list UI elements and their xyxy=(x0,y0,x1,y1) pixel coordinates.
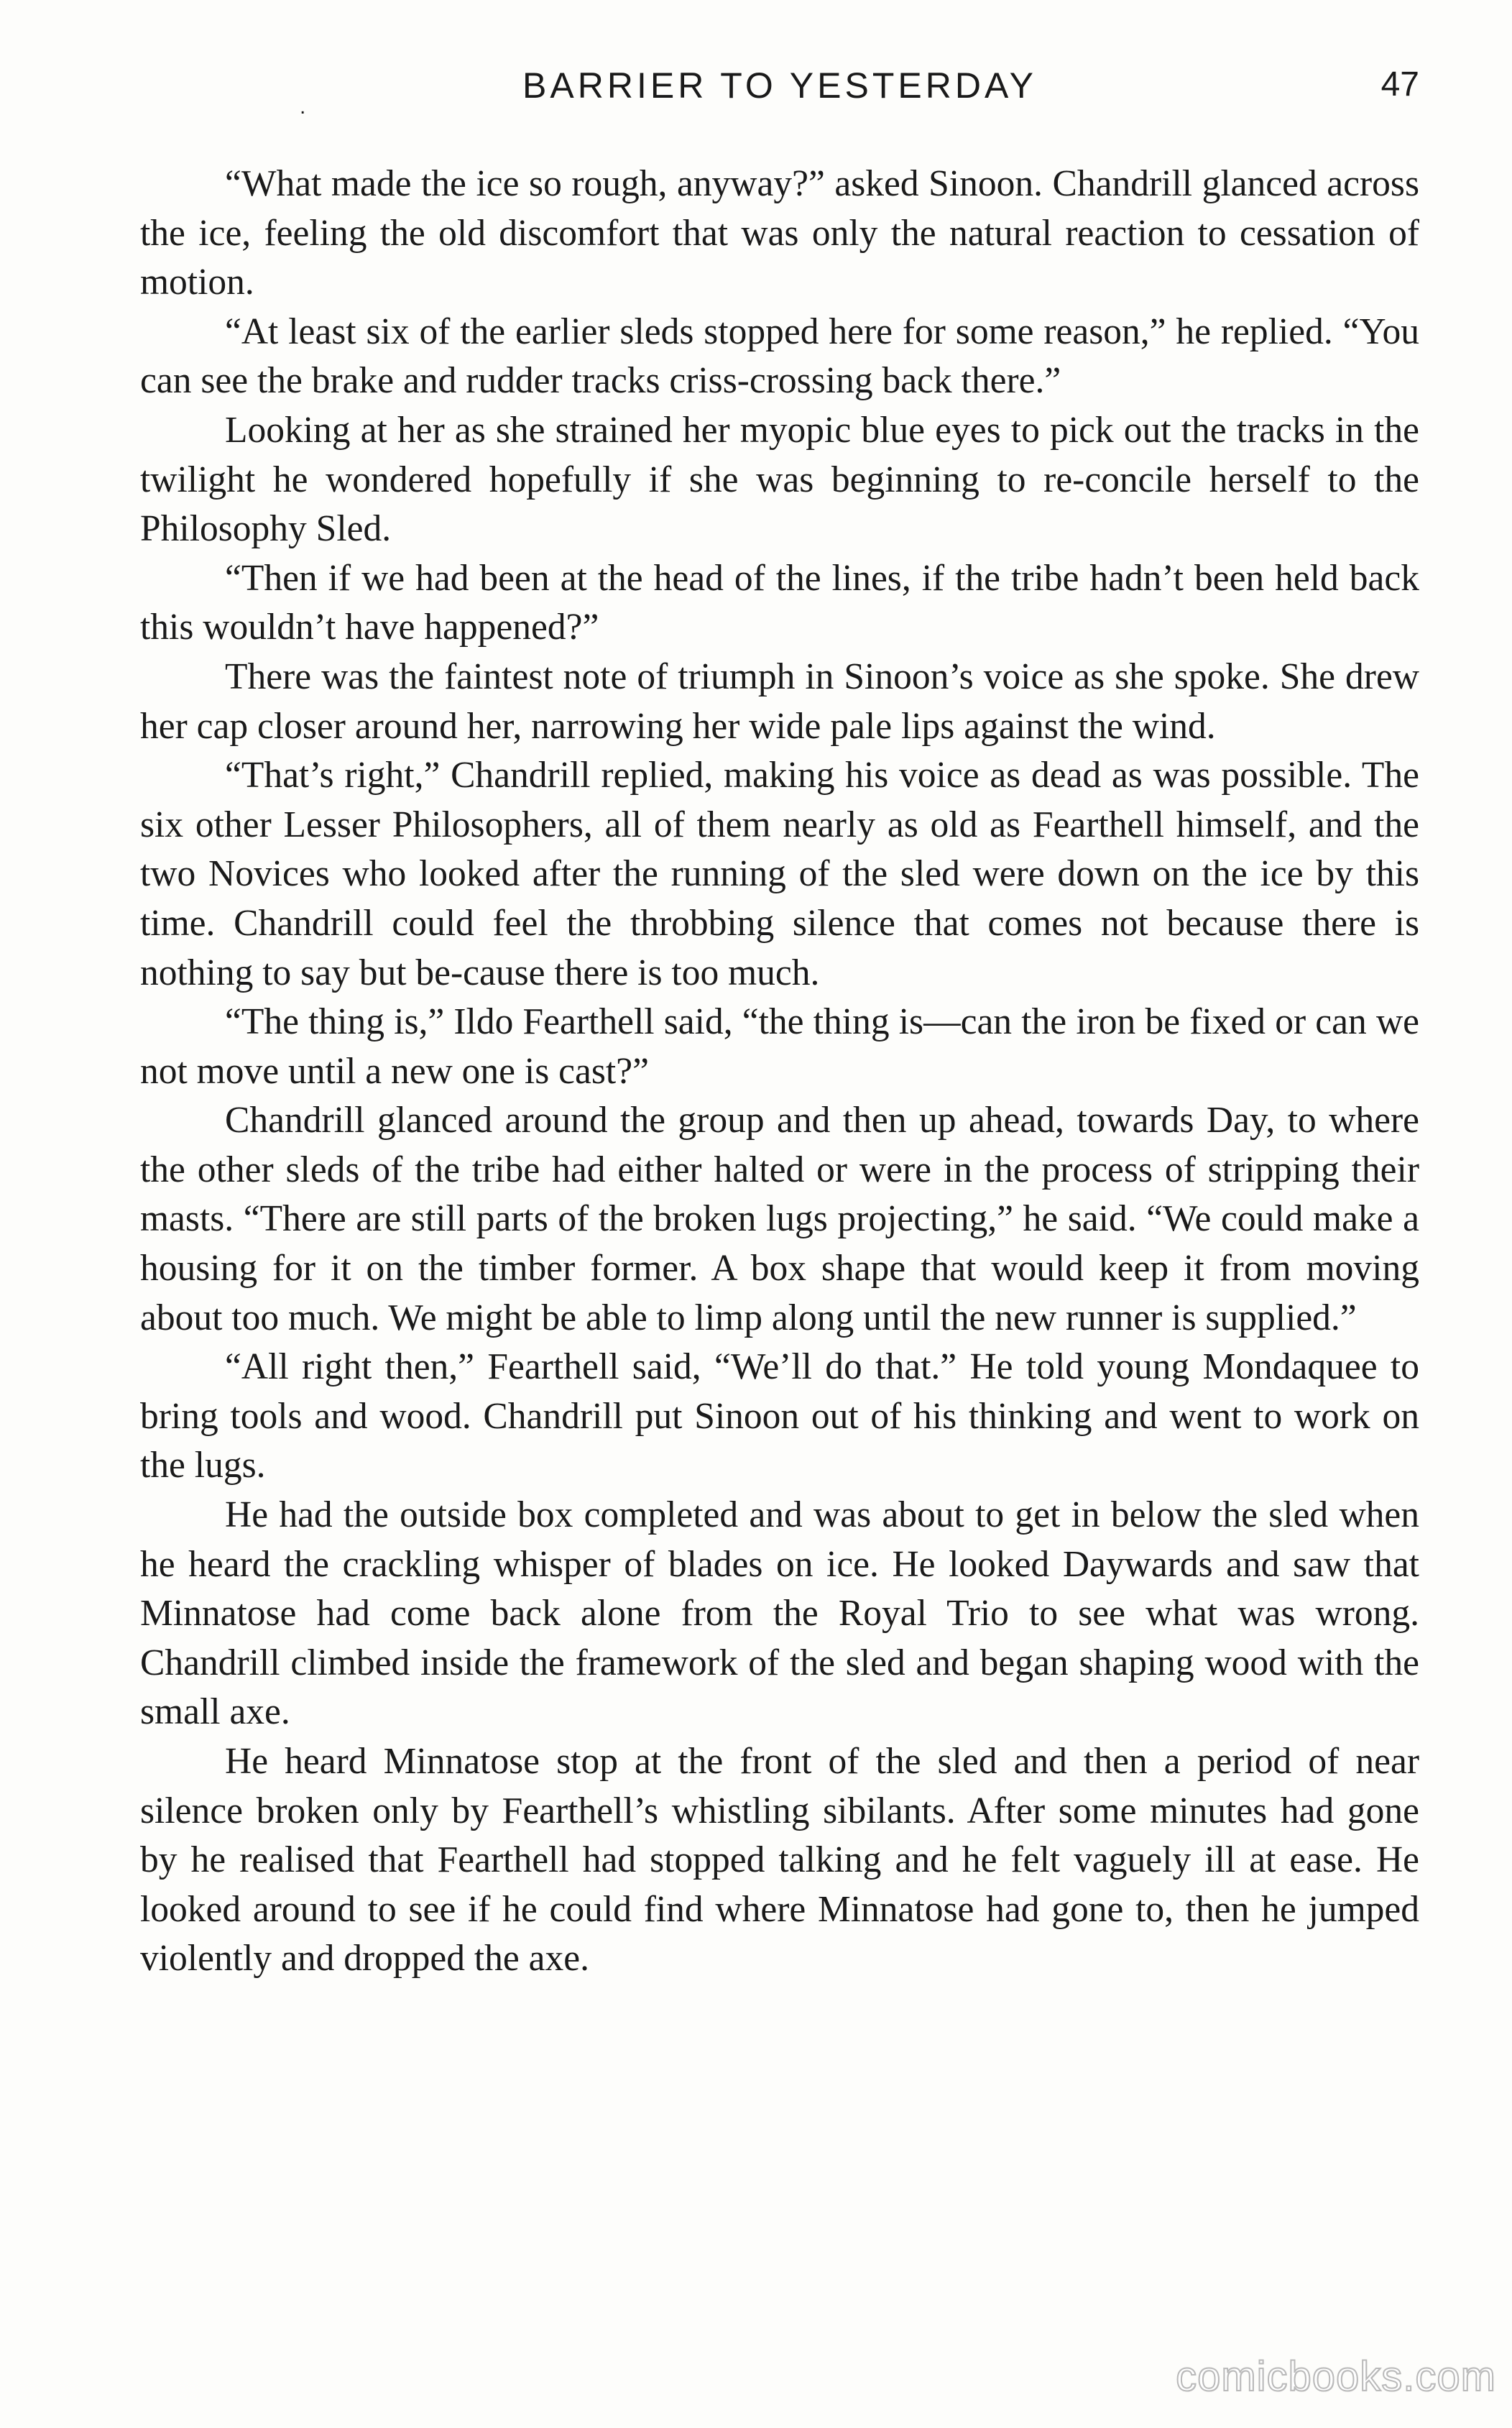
paragraph: “Then if we had been at the head of the lines, if the tribe hadn’t been held back this wouldn’t have happened?” xyxy=(140,557,1419,648)
paragraph: Chandrill glanced around the group and then up ahead, towards Day, to where the other sleds of the tribe had either halted or were in the process of stripping their masts. “There are still parts of the broken lugs projecting,” he said. “We could make a housing for it on the timber former. A box shape that would keep it from moving about too much. We might be able to limp along until the new runner is supplied.” xyxy=(140,1100,1419,1338)
paragraph: “What made the ice so rough, anyway?” asked Sinoon. Chandrill glanced across the ice, feeling the old discomfort that was only the natural reaction to cessation of motion. xyxy=(140,163,1419,303)
running-title: BARRIER TO YESTERDAY xyxy=(522,65,1037,106)
page-number: 47 xyxy=(1380,65,1419,104)
paragraph: He had the outside box completed and was about to get in below the sled when he heard the crackling whisper of blades on ice. He looked Daywards and saw that Minnatose had come back alone from the Royal Trio to see what was wrong. Chandrill climbed inside the framework of the sled and began shaping wood with the small axe. xyxy=(140,1494,1419,1733)
paragraph: “That’s right,” Chandrill replied, making his voice as dead as was possible. The six other Lesser Philosophers, all of them nearly as old as Fearthell himself, and the two Novices who looked after the running of the sled were down on the ice by this time. Chandrill could feel the throbbing silence that comes not because there is nothing to say but be-cause there is too much. xyxy=(140,755,1419,993)
paragraph: “The thing is,” Ildo Fearthell said, “the thing is—can the iron be fixed or can we not move until a new one is cast?” xyxy=(140,1001,1419,1092)
paragraph: There was the faintest note of triumph in Sinoon’s voice as she spoke. She drew her cap closer around her, narrowing her wide pale lips against the wind. xyxy=(140,656,1419,747)
paragraph: “All right then,” Fearthell said, “We’ll do that.” He told young Mondaquee to bring tools and wood. Chandrill put Sinoon out of his thinking and went to work on the lugs. xyxy=(140,1346,1419,1486)
body-text xyxy=(140,160,1419,1984)
paragraph: “At least six of the earlier sleds stopped here for some reason,” he replied. “You can see the brake and rudder tracks criss-crossing back there.” xyxy=(140,311,1419,402)
header-dot: . xyxy=(300,95,306,119)
paragraph: He heard Minnatose stop at the front of the sled and then a period of near silence broken only by Fearthell’s whistling sibilants. After some minutes had gone by he realised that Fearthell had stopped talking and he felt vaguely ill at ease. He looked around to see if he could find where Minnatose had gone to, then he jumped violently and dropped the axe. xyxy=(140,1741,1419,1979)
page-header xyxy=(140,65,1419,119)
paragraph: Looking at her as she strained her myopic blue eyes to pick out the tracks in the twilight he wondered hopefully if she was beginning to re-concile herself to the Philosophy Sled. xyxy=(140,409,1419,550)
watermark: comicbooks.com xyxy=(1176,2353,1496,2400)
